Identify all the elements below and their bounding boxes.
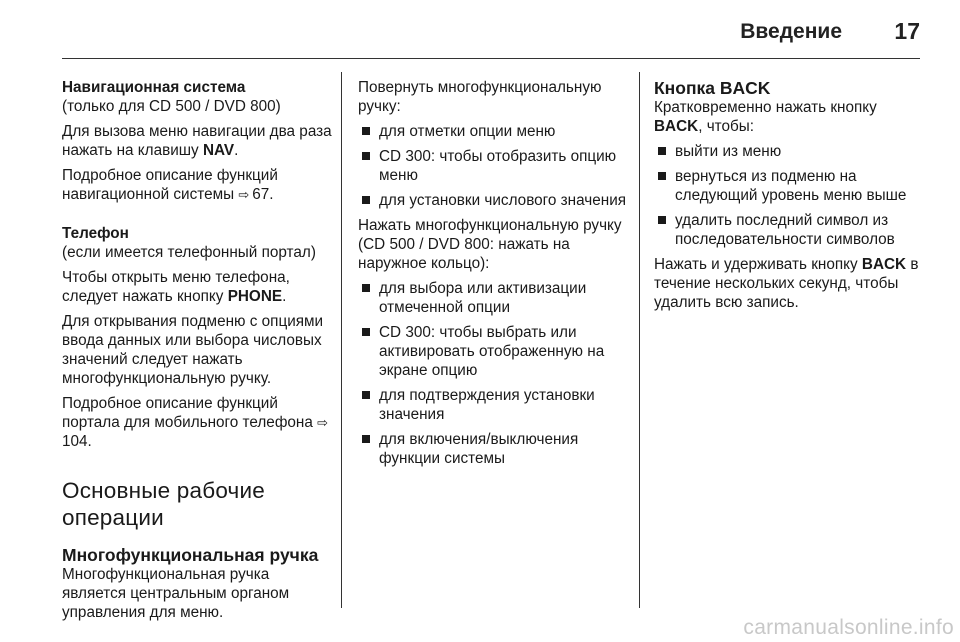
- watermark: carmanualsonline.info: [743, 616, 954, 639]
- section-heading-basic-operations: Основные рабочие операции: [62, 478, 265, 530]
- press-list: [358, 279, 630, 468]
- list-item: выйти из меню: [654, 142, 926, 161]
- nav-key: NAV: [202, 142, 235, 159]
- list-item: для отметки опции меню: [358, 122, 630, 141]
- back-paragraph: Кратковременно нажать кнопку BACK, чтобы:: [654, 99, 877, 135]
- column-2: [358, 78, 630, 474]
- nav-heading: Навигационная система: [62, 79, 246, 96]
- phone-paragraph-1: Чтобы открыть меню телефона, следует нажать кнопку PHONE.: [62, 269, 290, 305]
- column-3: [654, 78, 926, 318]
- page-header: [62, 0, 920, 59]
- phone-paragraph-3: Подробное описание функций портала для мобильного телефона ⇨104.: [62, 395, 329, 450]
- page-number: 17: [894, 18, 920, 44]
- turn-list: [358, 122, 630, 210]
- list-item: вернуться из подменю на следующий уровень меню выше: [654, 167, 926, 205]
- back-heading: Кнопка BACK: [654, 78, 771, 98]
- list-item: для установки числового значения: [358, 191, 630, 210]
- list-item: CD 300: чтобы выбрать или активировать отображенную на экране опцию: [358, 323, 630, 380]
- phone-key: PHONE: [227, 288, 283, 305]
- list-item: удалить последний символ из последовательности символов: [654, 211, 926, 249]
- knob-heading: Многофункциональная ручка: [62, 545, 319, 565]
- phone-heading: Телефон: [62, 225, 129, 242]
- nav-ref: 67: [252, 186, 270, 203]
- back-list: [654, 142, 926, 249]
- column-divider-2: [639, 72, 640, 608]
- list-item: CD 300: чтобы отобразить опцию меню: [358, 147, 630, 185]
- phone-note: (если имеется телефонный портал): [62, 244, 316, 261]
- hold-key: BACK: [861, 256, 907, 273]
- back-key: BACK: [654, 118, 699, 135]
- nav-paragraph-2: Подробное описание функций навигационной системы ⇨ 67.: [62, 167, 278, 203]
- list-item: для включения/выключения функции системы: [358, 430, 630, 468]
- list-item: для подтверждения установки значения: [358, 386, 630, 424]
- page-ref-arrow-icon: ⇨: [317, 415, 329, 430]
- turn-intro: Повернуть многофункциональную ручку:: [358, 79, 602, 115]
- phone-ref: 104: [62, 433, 88, 450]
- list-item: для выбора или активизации отмеченной опции: [358, 279, 630, 317]
- hold-paragraph: Нажать и удерживать кнопку BACK в течение нескольких секунд, чтобы удалить всю запись.: [654, 256, 919, 311]
- press-intro: Нажать многофункциональную ручку (CD 500 / DVD 800: нажать на наружное кольцо):: [358, 217, 622, 272]
- chapter-title: Введение: [740, 20, 842, 43]
- column-divider-1: [341, 72, 342, 608]
- page-ref-arrow-icon: ⇨: [238, 187, 250, 202]
- knob-paragraph: Многофункциональная ручка является центральным органом управления для меню.: [62, 566, 290, 621]
- column-1: [62, 78, 332, 628]
- phone-paragraph-2: Для открывания подменю с опциями ввода данных или выбора числовых значений следует нажать многофункциональную ручку.: [62, 313, 324, 387]
- nav-note: (только для CD 500 / DVD 800): [62, 98, 281, 115]
- nav-paragraph-1: Для вызова меню навигации два раза нажать на клавишу NAV.: [62, 123, 332, 159]
